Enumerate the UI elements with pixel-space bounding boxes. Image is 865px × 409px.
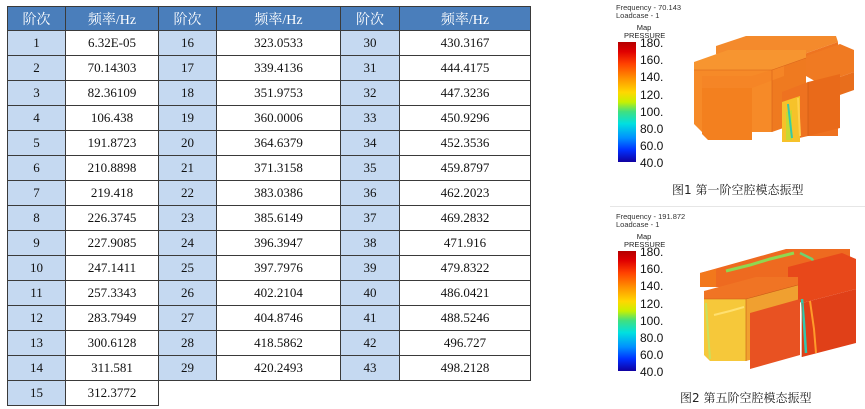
table-row bbox=[8, 31, 531, 56]
colorbar-tick: 180. bbox=[640, 245, 664, 259]
frequency-cell: 371.3158 bbox=[217, 156, 341, 181]
order-cell: 7 bbox=[8, 181, 66, 206]
frequency-cell: 312.3772 bbox=[66, 381, 159, 406]
frequency-cell: 462.2023 bbox=[400, 181, 531, 206]
frequency-cell: 459.8797 bbox=[400, 156, 531, 181]
colorbar-tick: 120. bbox=[640, 297, 664, 311]
frequency-cell: 300.6128 bbox=[66, 331, 159, 356]
order-cell: 43 bbox=[341, 356, 400, 381]
frequency-cell: 191.8723 bbox=[66, 131, 159, 156]
frequency-cell: 247.1411 bbox=[66, 256, 159, 281]
column-header-order: 阶次 bbox=[8, 7, 66, 31]
frequency-cell: 82.36109 bbox=[66, 81, 159, 106]
order-cell: 14 bbox=[8, 356, 66, 381]
frequency-readout: Frequency - 70.143 bbox=[616, 3, 682, 12]
table-row bbox=[8, 156, 531, 181]
frequency-cell: 471.916 bbox=[400, 231, 531, 256]
legend-variable-label: PRESSURE bbox=[624, 31, 666, 40]
frequency-cell: 339.4136 bbox=[217, 56, 341, 81]
frequency-cell: 418.5862 bbox=[217, 331, 341, 356]
frequency-cell: 219.418 bbox=[66, 181, 159, 206]
table-row bbox=[8, 381, 531, 406]
frequency-cell: 488.5246 bbox=[400, 306, 531, 331]
frequency-cell: 496.727 bbox=[400, 331, 531, 356]
pressure-colorbar bbox=[618, 42, 636, 162]
order-cell: 32 bbox=[341, 81, 400, 106]
order-cell: 23 bbox=[159, 206, 217, 231]
order-cell: 15 bbox=[8, 381, 66, 406]
frequency-cell: 486.0421 bbox=[400, 281, 531, 306]
order-cell: 37 bbox=[341, 206, 400, 231]
frequency-cell: 404.8746 bbox=[217, 306, 341, 331]
frequency-cell: 452.3536 bbox=[400, 131, 531, 156]
loadcase-readout: Loadcase - 1 bbox=[616, 11, 660, 20]
column-header-order: 阶次 bbox=[341, 7, 400, 31]
loadcase-readout: Loadcase - 1 bbox=[616, 220, 660, 229]
table-row bbox=[8, 256, 531, 281]
legend-variable-label: PRESSURE bbox=[624, 240, 666, 249]
order-cell: 10 bbox=[8, 256, 66, 281]
frequency-readout: Frequency - 191.872 bbox=[616, 212, 686, 221]
order-cell: 9 bbox=[8, 231, 66, 256]
order-cell: 20 bbox=[159, 131, 217, 156]
frequency-cell: 469.2832 bbox=[400, 206, 531, 231]
order-cell: 27 bbox=[159, 306, 217, 331]
table-row bbox=[8, 306, 531, 331]
figure-caption-1: 图1 第一阶空腔模态振型 bbox=[672, 183, 804, 197]
colorbar-tick: 160. bbox=[640, 262, 664, 276]
order-cell: 16 bbox=[159, 31, 217, 56]
order-cell: 12 bbox=[8, 306, 66, 331]
colorbar-tick: 180. bbox=[640, 36, 664, 50]
order-cell: 22 bbox=[159, 181, 217, 206]
frequency-cell: 311.581 bbox=[66, 356, 159, 381]
frequency-cell: 360.0006 bbox=[217, 106, 341, 131]
plot-header bbox=[616, 4, 681, 20]
column-header-frequency: 频率/Hz bbox=[66, 7, 159, 31]
table-row bbox=[8, 356, 531, 381]
table-row bbox=[8, 231, 531, 256]
order-cell: 21 bbox=[159, 156, 217, 181]
order-cell: 17 bbox=[159, 56, 217, 81]
frequency-cell: 396.3947 bbox=[217, 231, 341, 256]
column-header-order: 阶次 bbox=[159, 7, 217, 31]
column-header-frequency: 频率/Hz bbox=[400, 7, 531, 31]
frequency-cell: 210.8898 bbox=[66, 156, 159, 181]
colorbar-tick: 60.0 bbox=[640, 139, 664, 153]
frequency-cell: 397.7976 bbox=[217, 256, 341, 281]
order-cell: 1 bbox=[8, 31, 66, 56]
mode-shape-figure-2 bbox=[610, 213, 865, 383]
order-cell: 26 bbox=[159, 281, 217, 306]
table-row bbox=[8, 106, 531, 131]
figure-caption-2: 图2 第五阶空腔模态振型 bbox=[680, 391, 812, 405]
table-body bbox=[8, 31, 531, 406]
frequency-cell: 323.0533 bbox=[217, 31, 341, 56]
order-cell: 19 bbox=[159, 106, 217, 131]
order-cell: 28 bbox=[159, 331, 217, 356]
cavity-mode-render bbox=[688, 32, 864, 147]
order-cell: 41 bbox=[341, 306, 400, 331]
table-row bbox=[8, 331, 531, 356]
frequency-table bbox=[7, 6, 531, 406]
table-row bbox=[8, 131, 531, 156]
colorbar-tick: 160. bbox=[640, 53, 664, 67]
order-cell: 18 bbox=[159, 81, 217, 106]
frequency-cell: 226.3745 bbox=[66, 206, 159, 231]
order-cell: 29 bbox=[159, 356, 217, 381]
order-cell: 11 bbox=[8, 281, 66, 306]
order-cell: 38 bbox=[341, 231, 400, 256]
order-cell: 42 bbox=[341, 331, 400, 356]
colorbar-tick: 100. bbox=[640, 314, 664, 328]
order-cell: 24 bbox=[159, 231, 217, 256]
colorbar-tick: 120. bbox=[640, 88, 664, 102]
order-cell: 33 bbox=[341, 106, 400, 131]
table-row bbox=[8, 56, 531, 81]
mode-shape-figure-1 bbox=[610, 4, 865, 174]
frequency-cell: 351.9753 bbox=[217, 81, 341, 106]
order-cell: 30 bbox=[341, 31, 400, 56]
order-cell: 35 bbox=[341, 156, 400, 181]
frequency-cell: 498.2128 bbox=[400, 356, 531, 381]
order-cell: 34 bbox=[341, 131, 400, 156]
frequency-cell: 450.9296 bbox=[400, 106, 531, 131]
order-cell: 5 bbox=[8, 131, 66, 156]
frequency-cell: 420.2493 bbox=[217, 356, 341, 381]
order-cell: 39 bbox=[341, 256, 400, 281]
empty-cell bbox=[159, 381, 531, 406]
divider bbox=[610, 206, 865, 207]
order-cell: 36 bbox=[341, 181, 400, 206]
frequency-cell: 106.438 bbox=[66, 106, 159, 131]
order-cell: 2 bbox=[8, 56, 66, 81]
colorbar-tick: 140. bbox=[640, 279, 664, 293]
order-cell: 25 bbox=[159, 256, 217, 281]
frequency-cell: 385.6149 bbox=[217, 206, 341, 231]
table-row bbox=[8, 281, 531, 306]
frequency-cell: 227.9085 bbox=[66, 231, 159, 256]
frequency-cell: 70.14303 bbox=[66, 56, 159, 81]
order-cell: 3 bbox=[8, 81, 66, 106]
colorbar-tick: 60.0 bbox=[640, 348, 664, 362]
colorbar-tick: 40.0 bbox=[640, 365, 664, 379]
order-cell: 8 bbox=[8, 206, 66, 231]
legend-map-label: Map bbox=[636, 23, 652, 32]
frequency-cell: 444.4175 bbox=[400, 56, 531, 81]
plot-header bbox=[616, 213, 685, 229]
cavity-mode-render bbox=[690, 243, 865, 373]
column-header-frequency: 频率/Hz bbox=[217, 7, 341, 31]
frequency-cell: 383.0386 bbox=[217, 181, 341, 206]
order-cell: 6 bbox=[8, 156, 66, 181]
frequency-cell: 447.3236 bbox=[400, 81, 531, 106]
frequency-cell: 402.2104 bbox=[217, 281, 341, 306]
legend-map-label: Map bbox=[636, 232, 652, 241]
frequency-cell: 283.7949 bbox=[66, 306, 159, 331]
pressure-colorbar bbox=[618, 251, 636, 371]
colorbar-tick: 80.0 bbox=[640, 122, 664, 136]
table-row bbox=[8, 181, 531, 206]
colorbar-tick: 100. bbox=[640, 105, 664, 119]
colorbar-tick: 80.0 bbox=[640, 331, 664, 345]
colorbar-tick: 40.0 bbox=[640, 156, 664, 170]
frequency-cell: 6.32E-05 bbox=[66, 31, 159, 56]
frequency-cell: 430.3167 bbox=[400, 31, 531, 56]
frequency-cell: 479.8322 bbox=[400, 256, 531, 281]
order-cell: 40 bbox=[341, 281, 400, 306]
table-row bbox=[8, 81, 531, 106]
frequency-cell: 257.3343 bbox=[66, 281, 159, 306]
frequency-cell: 364.6379 bbox=[217, 131, 341, 156]
table-row bbox=[8, 206, 531, 231]
order-cell: 31 bbox=[341, 56, 400, 81]
table-header-row bbox=[8, 7, 531, 31]
order-cell: 4 bbox=[8, 106, 66, 131]
colorbar-tick: 140. bbox=[640, 70, 664, 84]
order-cell: 13 bbox=[8, 331, 66, 356]
